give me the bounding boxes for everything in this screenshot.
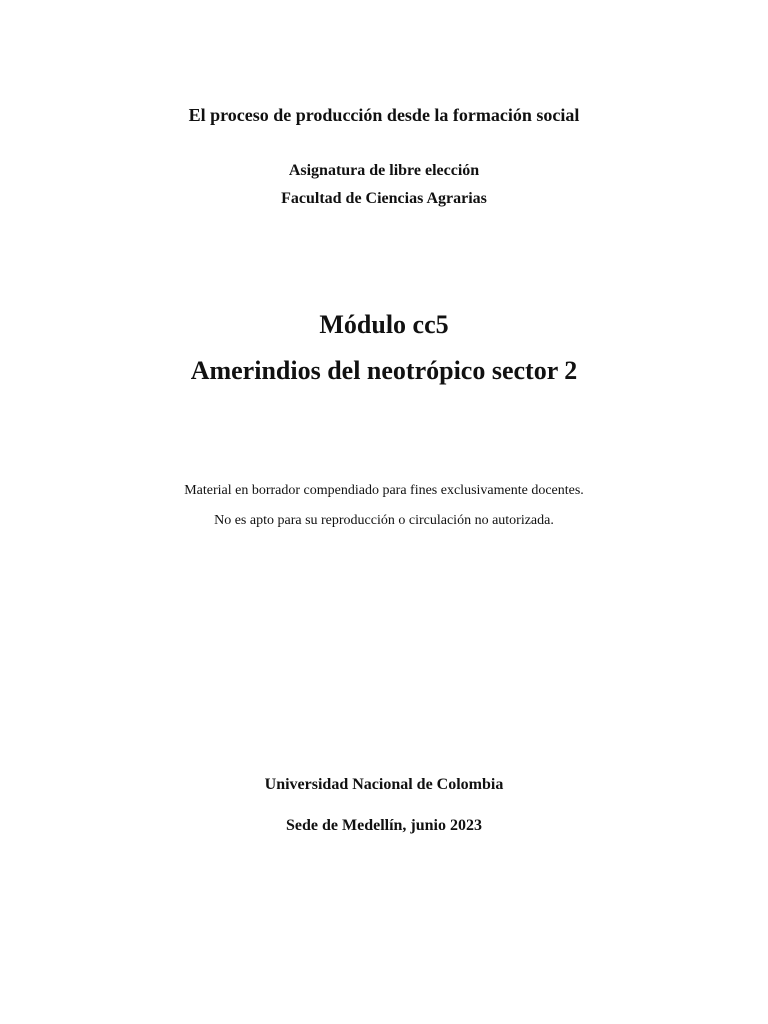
module-subtitle: Amerindios del neotrópico sector 2 [190, 356, 578, 385]
draft-notice-line-2: No es apto para su reproducción o circulación no autorizada. [214, 513, 554, 528]
location-date: Sede de Medellín, junio 2023 [285, 817, 482, 834]
course-title: El proceso de producción desde la formación social [188, 105, 580, 125]
subject-type: Asignatura de libre elección [288, 162, 480, 179]
faculty-name: Facultad de Ciencias Agrarias [281, 190, 487, 207]
draft-notice-line-1: Material en borrador compendiado para fines exclusivamente docentes. [184, 483, 584, 498]
module-title: Módulo cc5 [319, 310, 449, 339]
university-name: Universidad Nacional de Colombia [264, 776, 504, 793]
